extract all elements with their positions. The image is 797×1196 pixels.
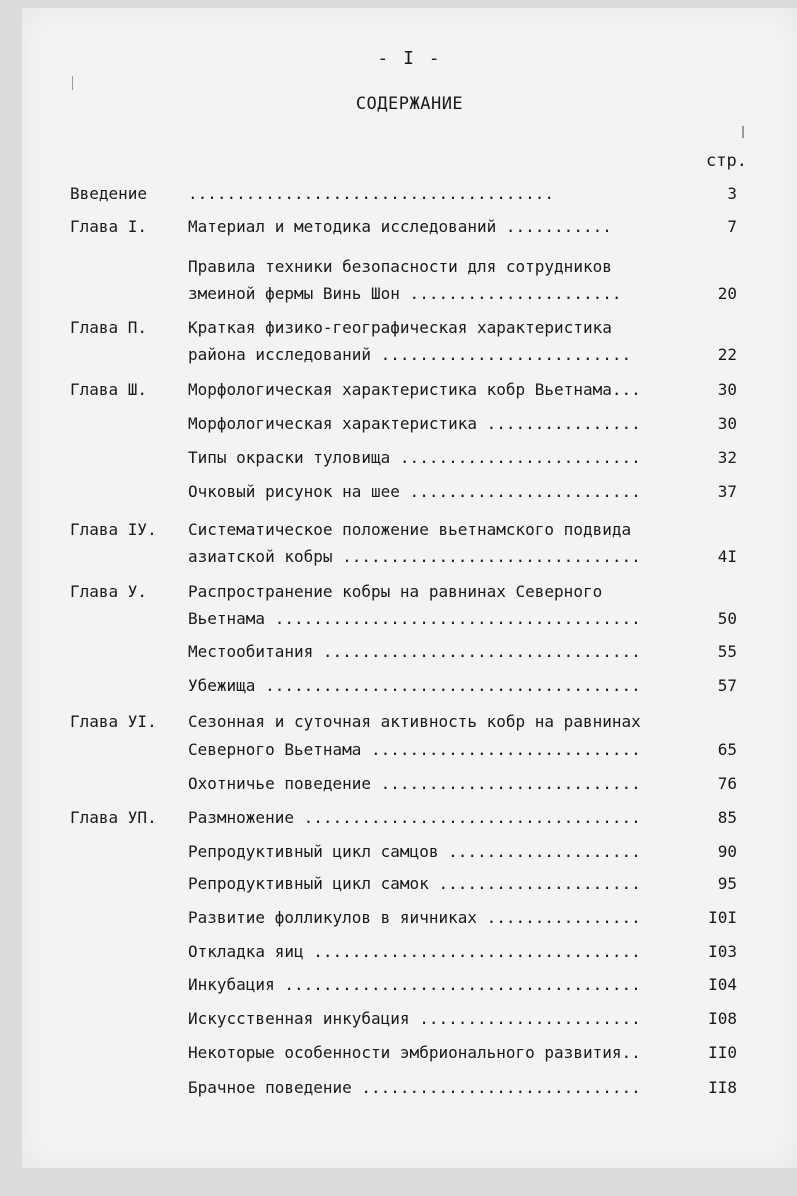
scan-mark	[72, 76, 73, 90]
toc-entry-text: Развитие фолликулов в яичниках ................	[188, 908, 641, 927]
toc-entry-text: Охотничье поведение ...........................	[188, 774, 641, 793]
toc-entry-text: Очковый рисунок на шее ........................	[188, 482, 641, 501]
toc-page-number: 57	[717, 676, 737, 695]
toc-entry-text: Морфологическая характеристика кобр Вьетнама...	[188, 380, 641, 399]
toc-chapter-label: Глава П.	[70, 318, 148, 337]
toc-entry-text: Типы окраски туловища .........................	[188, 448, 641, 467]
toc-entry-text: Систематическое положение вьетнамского подвида	[188, 520, 632, 539]
toc-page-number: I0I	[708, 908, 737, 927]
toc-page-number: II0	[708, 1043, 737, 1062]
toc-page-number: 30	[717, 414, 737, 433]
page-column-header: стр.	[706, 151, 747, 171]
page-title: СОДЕРЖАНИЕ	[355, 94, 464, 114]
toc-chapter-label: Глава I.	[70, 217, 148, 236]
toc-page-number: 50	[717, 609, 737, 628]
toc-page-number: I08	[708, 1009, 737, 1028]
toc-page-number: 7	[727, 217, 737, 236]
toc-entry-text: Откладка яиц ..................................	[188, 942, 641, 961]
toc-chapter-label: Глава IУ.	[70, 520, 157, 539]
toc-entry-text: Морфологическая характеристика ................	[188, 414, 641, 433]
toc-page-number: 90	[717, 842, 737, 861]
toc-chapter-label: Введение	[70, 184, 148, 203]
toc-entry-text: змеиной фермы Винь Шон ......................	[188, 284, 622, 303]
toc-chapter-label: Глава УI.	[70, 712, 157, 731]
toc-page-number: 55	[717, 642, 737, 661]
toc-entry-text: Искусственная инкубация .......................	[188, 1009, 641, 1028]
toc-entry-text: Инкубация .....................................	[188, 975, 641, 994]
toc-page-number: 22	[717, 345, 737, 364]
toc-entry-text: Краткая физико-географическая характеристика	[188, 318, 612, 337]
toc-entry-text: Убежища .......................................	[188, 676, 641, 695]
toc-entry-text: Репродуктивный цикл самцов ....................	[188, 842, 641, 861]
toc-entry-text: Правила техники безопасности для сотрудников	[188, 257, 612, 276]
toc-entry-text: района исследований ..........................	[188, 345, 632, 364]
toc-page-number: 20	[717, 284, 737, 303]
toc-entry-text: ......................................	[188, 184, 555, 203]
toc-chapter-label: Глава УП.	[70, 808, 157, 827]
toc-entry-text: Местообитания .................................	[188, 642, 641, 661]
toc-page-number: 85	[717, 808, 737, 827]
toc-page-number: 37	[717, 482, 737, 501]
toc-entry-text: Вьетнама ......................................	[188, 609, 641, 628]
document-page	[22, 8, 797, 1168]
scan-mark	[742, 126, 744, 138]
toc-page-number: I04	[708, 975, 737, 994]
toc-page-number: 4I	[717, 547, 737, 566]
toc-page-number: 30	[717, 380, 737, 399]
toc-entry-text: азиатской кобры ...............................	[188, 547, 641, 566]
toc-chapter-label: Глава Ш.	[70, 380, 148, 399]
toc-page-number: 3	[727, 184, 737, 203]
page-number: - I -	[377, 48, 442, 69]
toc-page-number: 32	[717, 448, 737, 467]
toc-entry-text: Распространение кобры на равнинах Северного	[188, 582, 603, 601]
toc-page-number: II8	[708, 1078, 737, 1097]
toc-entry-text: Репродуктивный цикл самок .....................	[188, 874, 641, 893]
toc-entry-text: Некоторые особенности эмбрионального развития..	[188, 1043, 641, 1062]
toc-page-number: 65	[717, 740, 737, 759]
toc-entry-text: Сезонная и суточная активность кобр на равнинах	[188, 712, 641, 731]
toc-entry-text: Северного Вьетнама ............................	[188, 740, 641, 759]
toc-entry-text: Размножение ...................................	[188, 808, 641, 827]
toc-entry-text: Материал и методика исследований ...........	[188, 217, 612, 236]
toc-entry-text: Брачное поведение .............................	[188, 1078, 641, 1097]
toc-chapter-label: Глава У.	[70, 582, 148, 601]
toc-page-number: I03	[708, 942, 737, 961]
toc-page-number: 76	[717, 774, 737, 793]
toc-page-number: 95	[717, 874, 737, 893]
